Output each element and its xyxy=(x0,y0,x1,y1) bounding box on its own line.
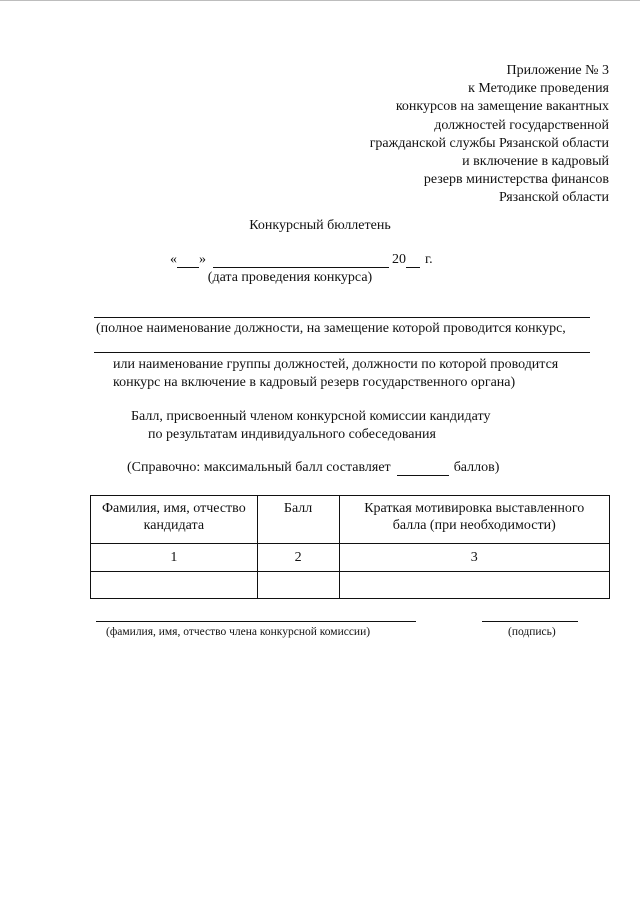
year-suffix: г. xyxy=(425,252,433,267)
close-quote: » xyxy=(199,252,206,267)
table-row xyxy=(91,544,610,572)
appendix-line: конкурсов на замещение вакантных xyxy=(395,99,609,115)
signature-line[interactable] xyxy=(482,621,578,622)
date-caption: (дата проведения конкурса) xyxy=(207,270,373,285)
motivation-cell[interactable] xyxy=(339,572,609,599)
appendix-line: гражданской службы Рязанской области xyxy=(369,135,609,151)
max-score-blank[interactable] xyxy=(397,461,449,476)
table-header-row xyxy=(91,496,610,544)
reference-note xyxy=(127,460,499,476)
member-name-caption: (фамилия, имя, отчество члена конкурсной комиссии) xyxy=(106,626,371,638)
position-group-line[interactable] xyxy=(94,352,590,353)
score-heading: Балл, присвоенный членом конкурсной комиссии кандидату xyxy=(131,409,491,424)
appendix-line: Рязанской области xyxy=(498,190,609,206)
month-blank[interactable] xyxy=(213,253,389,268)
position-caption: (полное наименование должности, на замещение которой проводится конкурс, xyxy=(96,321,566,336)
top-border xyxy=(0,0,640,1)
score-heading: по результатам индивидуального собеседования xyxy=(148,427,436,442)
score-cell[interactable] xyxy=(257,572,339,599)
position-caption: или наименование группы должностей, должности по которой проводится xyxy=(113,357,559,372)
appendix-header xyxy=(370,62,609,208)
column-header-score: Балл xyxy=(257,496,339,544)
position-caption: конкурс на включение в кадровый резерв государственного органа) xyxy=(113,375,516,390)
column-number: 2 xyxy=(257,544,339,572)
date-field[interactable] xyxy=(170,252,433,268)
year-blank[interactable] xyxy=(406,253,420,268)
appendix-line: к Методике проведения xyxy=(468,81,609,97)
candidate-cell[interactable] xyxy=(91,572,258,599)
signature-caption: (подпись) xyxy=(508,626,556,638)
score-table xyxy=(90,495,610,599)
appendix-line: резерв министерства финансов xyxy=(423,172,609,188)
position-name-line[interactable] xyxy=(94,317,590,318)
column-number: 1 xyxy=(91,544,258,572)
column-header-motivation: Краткая мотивировка выставленного балла (при необходимости) xyxy=(339,496,609,544)
open-quote: « xyxy=(170,252,177,267)
day-blank[interactable] xyxy=(177,253,199,268)
reference-prefix: (Справочно: максимальный балл составляет xyxy=(127,460,391,475)
member-name-line[interactable] xyxy=(96,621,416,622)
appendix-line: и включение в кадровый xyxy=(462,154,609,170)
reference-suffix: баллов) xyxy=(453,460,500,475)
appendix-line: Приложение № 3 xyxy=(506,63,609,78)
table-row xyxy=(91,572,610,599)
document-title: Конкурсный бюллетень xyxy=(249,218,391,233)
appendix-line: должностей государственной xyxy=(434,117,609,133)
column-header-candidate: Фамилия, имя, отчество кандидата xyxy=(91,496,258,544)
year-prefix: 20 xyxy=(392,252,406,267)
column-number: 3 xyxy=(339,544,609,572)
